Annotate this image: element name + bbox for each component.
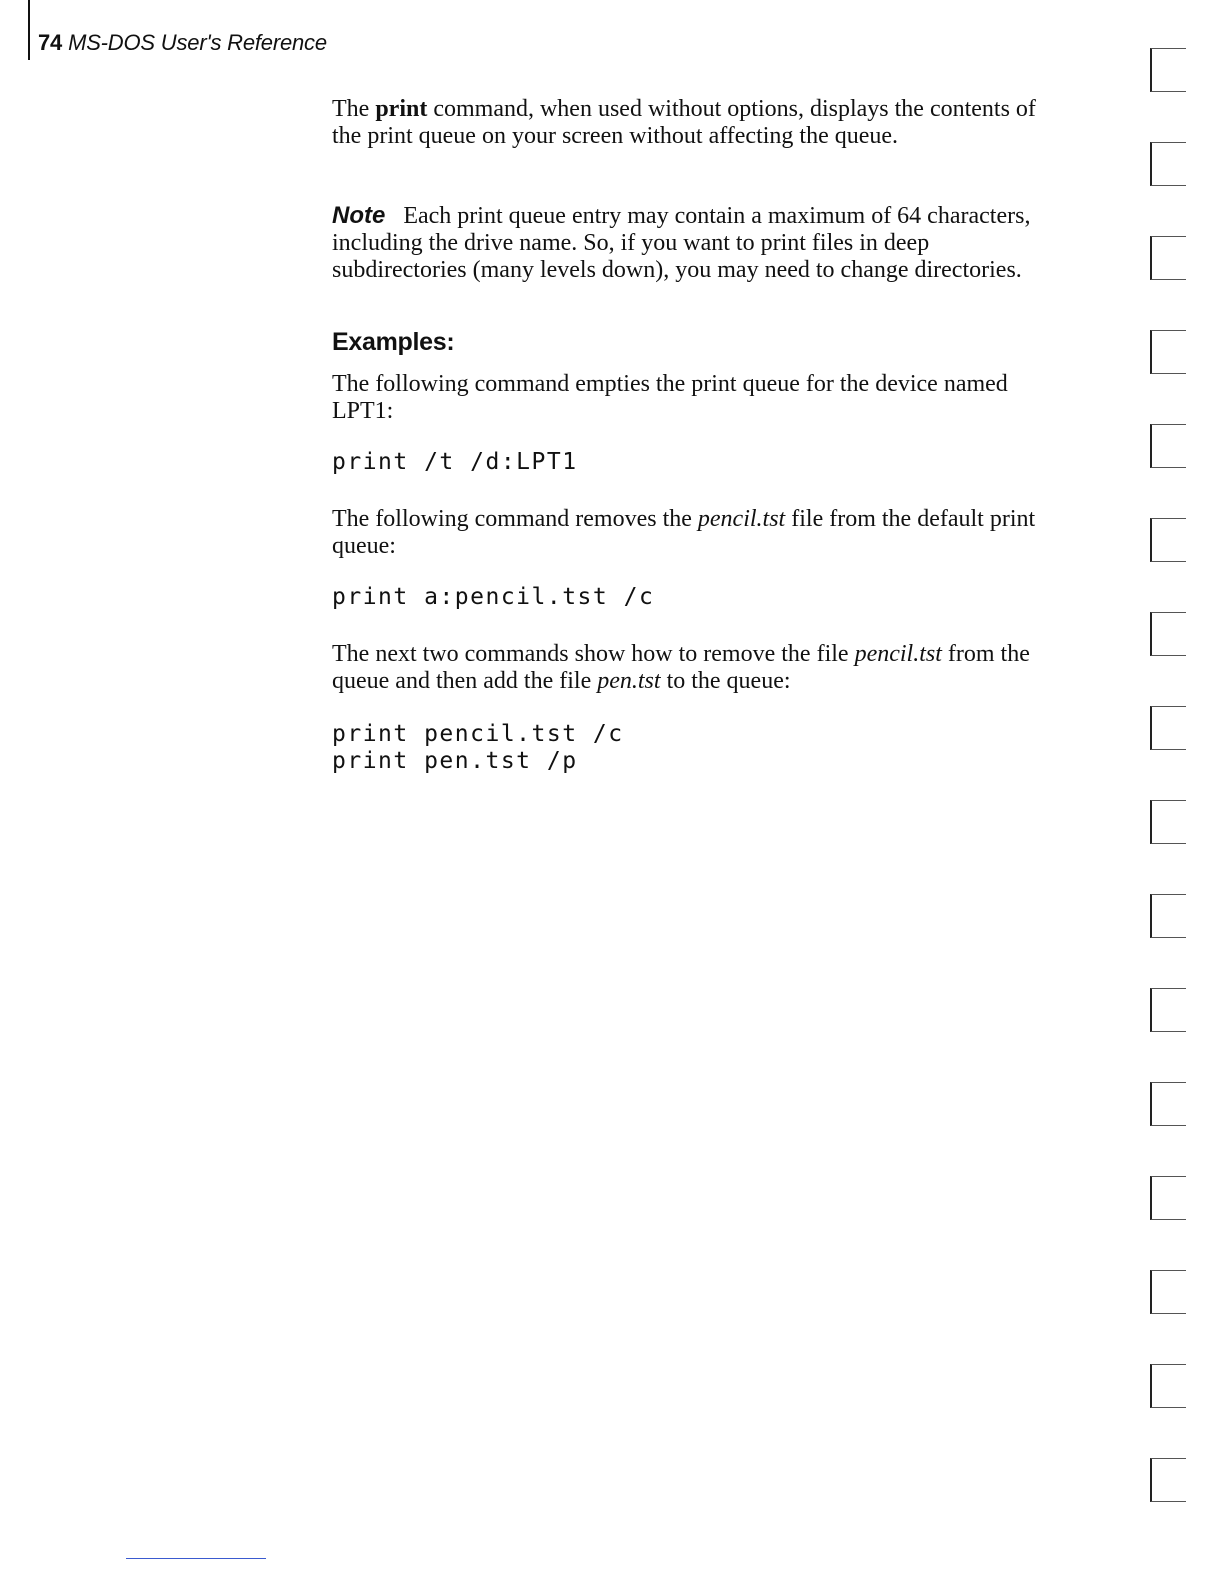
example2-description bbox=[332, 506, 1062, 560]
note-paragraph bbox=[332, 202, 1062, 284]
intro-text-end: command, when used without options, displays the contents of the print queue on your screen without affecting the queue. bbox=[332, 96, 1036, 149]
thumb-tab bbox=[1150, 706, 1186, 750]
thumb-tab bbox=[1150, 330, 1186, 374]
thumb-tab bbox=[1150, 424, 1186, 468]
example2-text-end: file from the default print queue: bbox=[332, 506, 1036, 559]
note-label: Note bbox=[332, 202, 386, 229]
book-title: MS-DOS User's Reference bbox=[68, 30, 327, 55]
running-head bbox=[38, 30, 327, 56]
example2-filename: pencil.tst bbox=[697, 506, 786, 532]
intro-text-start: The bbox=[332, 96, 376, 122]
example2-code: print a:pencil.tst /c bbox=[332, 584, 655, 610]
thumb-tab bbox=[1150, 894, 1186, 938]
examples-heading: Examples: bbox=[332, 328, 455, 356]
page-number: 74 bbox=[38, 30, 63, 55]
main-content bbox=[332, 96, 1062, 775]
thumb-tab bbox=[1150, 1458, 1186, 1502]
example3-code-block bbox=[332, 721, 1062, 775]
example3-code-line-2: print pen.tst /p bbox=[332, 748, 578, 774]
example1-code: print /t /d:LPT1 bbox=[332, 449, 578, 475]
example3-text-start: The next two commands show how to remove the file bbox=[332, 641, 855, 667]
thumb-tab bbox=[1150, 142, 1186, 186]
thumb-tab bbox=[1150, 800, 1186, 844]
footer-rule bbox=[126, 1558, 266, 1559]
example2-text-start: The following command removes the bbox=[332, 506, 698, 532]
thumb-tab bbox=[1150, 1270, 1186, 1314]
intro-paragraph bbox=[332, 96, 1062, 150]
example3-text-middle: from the queue and then add the file bbox=[332, 641, 1030, 694]
note-text: Each print queue entry may contain a maximum of 64 characters, including the drive name. So, if you want to print files in deep subdirectories (many levels down), you may need to change directories. bbox=[332, 203, 1031, 283]
example3-code-line-1: print pencil.tst /c bbox=[332, 721, 624, 747]
example3-text-end: to the queue: bbox=[660, 668, 791, 694]
thumb-tab bbox=[1150, 612, 1186, 656]
thumb-tab bbox=[1150, 1364, 1186, 1408]
example3-description bbox=[332, 641, 1062, 695]
thumb-tab bbox=[1150, 48, 1186, 92]
thumb-tab bbox=[1150, 1082, 1186, 1126]
header-rule bbox=[28, 0, 30, 60]
example1-description: The following command empties the print queue for the device named LPT1: bbox=[332, 371, 1008, 424]
thumb-tab bbox=[1150, 1176, 1186, 1220]
thumb-tab bbox=[1150, 518, 1186, 562]
print-command-term: print bbox=[375, 96, 428, 122]
example3-filename-1: pencil.tst bbox=[854, 641, 942, 667]
thumb-tab bbox=[1150, 236, 1186, 280]
thumb-index-tabs bbox=[1150, 48, 1186, 1552]
thumb-tab bbox=[1150, 988, 1186, 1032]
example3-filename-2: pen.tst bbox=[597, 668, 661, 694]
